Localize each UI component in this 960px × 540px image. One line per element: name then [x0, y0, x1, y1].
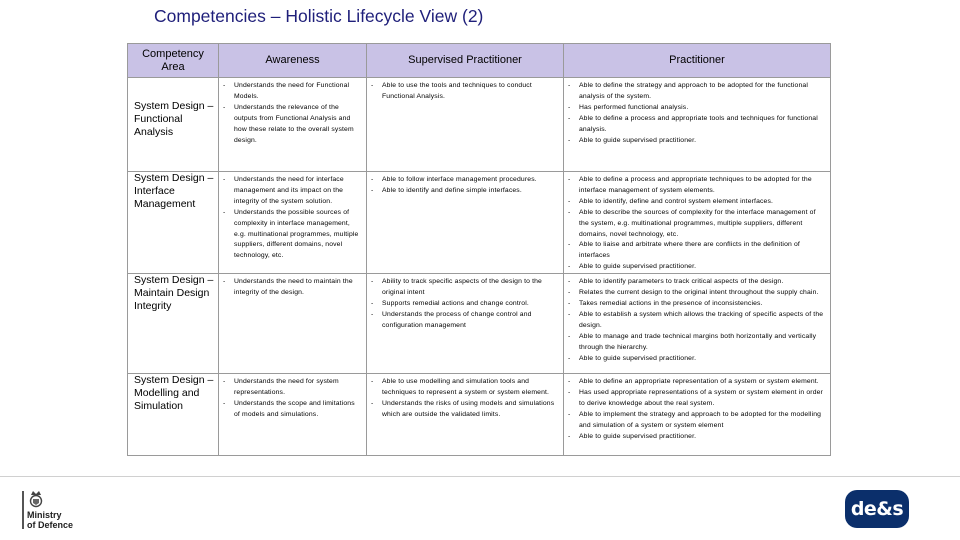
footer-divider	[0, 476, 960, 477]
supervised-cell	[367, 374, 564, 456]
practitioner-list	[564, 78, 830, 146]
des-logo-text: de&s	[850, 498, 904, 520]
awareness-cell	[219, 374, 367, 456]
list-item: - Understands the need to maintain the integrity of the design.	[219, 277, 362, 299]
list-item: - Able to guide supervised practitioner.	[564, 354, 826, 365]
list-item: - Understands the risks of using models and simulations which are outside the validated limits.	[367, 399, 559, 421]
list-item: - Able to define the strategy and approach to be adopted for the functional analysis of the system.	[564, 81, 826, 103]
list-item: - Able to guide supervised practitioner.	[564, 136, 826, 147]
practitioner-cell	[564, 274, 831, 374]
header-practitioner: Practitioner	[564, 44, 831, 78]
awareness-list	[219, 78, 366, 146]
list-item: - Able to define a process and appropriate techniques to be adopted for the interface management of system elements.	[564, 175, 826, 197]
table-row	[128, 78, 831, 172]
list-item: - Able to describe the sources of complexity for the interface management of the system, e.g. multinational programmes, multiple suppliers, different domains, novel technology, etc.	[564, 208, 826, 241]
practitioner-cell	[564, 374, 831, 456]
awareness-cell	[219, 172, 367, 274]
list-item: - Able to use modelling and simulation tools and techniques to represent a system or system element.	[367, 377, 559, 399]
practitioner-list	[564, 274, 830, 364]
table-row	[128, 172, 831, 274]
list-item: - Able to guide supervised practitioner.	[564, 262, 826, 273]
list-item: - Supports remedial actions and change control.	[367, 299, 559, 310]
list-item: - Has used appropriate representations of a system or system element in order to derive knowledge about the real system.	[564, 388, 826, 410]
list-item: - Able to implement the strategy and approach to be adopted for the modelling and simulation of a system or system element	[564, 410, 826, 432]
competency-area-label: System Design – Interface Management	[134, 172, 214, 210]
supervised-list	[367, 172, 563, 197]
mod-logo-text	[27, 510, 73, 530]
competency-area-cell	[128, 172, 219, 274]
des-logo	[845, 490, 909, 528]
practitioner-cell	[564, 78, 831, 172]
list-item: - Able to follow interface management procedures.	[367, 175, 559, 186]
slide-title: Competencies – Holistic Lifecycle View (2)	[154, 6, 484, 26]
list-item: - Understands the possible sources of complexity in interface management, e.g. multinational programmes, multiple suppliers, different domains, novel technology, etc.	[219, 208, 362, 263]
list-item: - Able to establish a system which allows the tracking of specific aspects of the design.	[564, 310, 826, 332]
list-item: - Able to identify, define and control system element interfaces.	[564, 197, 826, 208]
list-item: - Relates the current design to the original intent throughout the supply chain.	[564, 288, 826, 299]
competency-area-label: System Design – Maintain Design Integrity	[134, 274, 214, 313]
competency-area-cell	[128, 274, 219, 374]
awareness-list	[219, 374, 366, 421]
list-item: - Able to liaise and arbitrate where there are conflicts in the definition of interfaces	[564, 240, 826, 262]
list-item: - Understands the need for interface management and its impact on the integrity of the system solution.	[219, 175, 362, 208]
list-item: - Able to use the tools and techniques to conduct Functional Analysis.	[367, 81, 559, 103]
competency-area-label: System Design – Functional Analysis	[134, 100, 214, 138]
list-item: - Takes remedial actions in the presence of inconsistencies.	[564, 299, 826, 310]
header-awareness: Awareness	[219, 44, 367, 78]
competency-area-label: System Design – Modelling and Simulation	[134, 374, 214, 413]
table-row	[128, 274, 831, 374]
awareness-cell	[219, 274, 367, 374]
list-item: - Able to identify and define simple interfaces.	[367, 186, 559, 197]
awareness-list	[219, 172, 366, 262]
mod-logo-rule	[22, 491, 24, 529]
practitioner-list	[564, 374, 830, 442]
list-item: - Has performed functional analysis.	[564, 103, 826, 114]
competency-area-cell	[128, 374, 219, 456]
supervised-list	[367, 78, 563, 103]
list-item: - Able to define a process and appropriate tools and techniques for functional analysis.	[564, 114, 826, 136]
header-supervised-practitioner: Supervised Practitioner	[367, 44, 564, 78]
supervised-cell	[367, 274, 564, 374]
list-item: - Understands the relevance of the outputs from Functional Analysis and how these relate to the overall system design.	[219, 103, 362, 147]
practitioner-cell	[564, 172, 831, 274]
list-item: - Able to manage and trade technical margins both horizontally and vertically through the hierarchy.	[564, 332, 826, 354]
list-item: - Able to define an appropriate representation of a system or system element.	[564, 377, 826, 388]
header-competency-area: Competency Area	[128, 44, 219, 78]
royal-crest-icon	[27, 489, 45, 509]
list-item: - Understands the scope and limitations of models and simulations.	[219, 399, 362, 421]
practitioner-list	[564, 172, 830, 273]
list-item: - Able to identify parameters to track critical aspects of the design.	[564, 277, 826, 288]
list-item: - Understands the need for Functional Models.	[219, 81, 362, 103]
supervised-cell	[367, 172, 564, 274]
supervised-list	[367, 274, 563, 332]
list-item: - Able to guide supervised practitioner.	[564, 432, 826, 443]
list-item: - Ability to track specific aspects of the design to the original intent	[367, 277, 559, 299]
awareness-list	[219, 274, 366, 299]
list-item: - Understands the need for system representations.	[219, 377, 362, 399]
table-row	[128, 374, 831, 456]
list-item: - Understands the process of change control and configuration management	[367, 310, 559, 332]
supervised-list	[367, 374, 563, 421]
mod-logo-line: Ministry	[27, 510, 62, 520]
table-header-row	[128, 44, 831, 78]
mod-logo-line: of Defence	[27, 520, 74, 530]
supervised-cell	[367, 78, 564, 172]
competency-table	[127, 43, 831, 456]
competency-area-cell	[128, 78, 219, 172]
awareness-cell	[219, 78, 367, 172]
